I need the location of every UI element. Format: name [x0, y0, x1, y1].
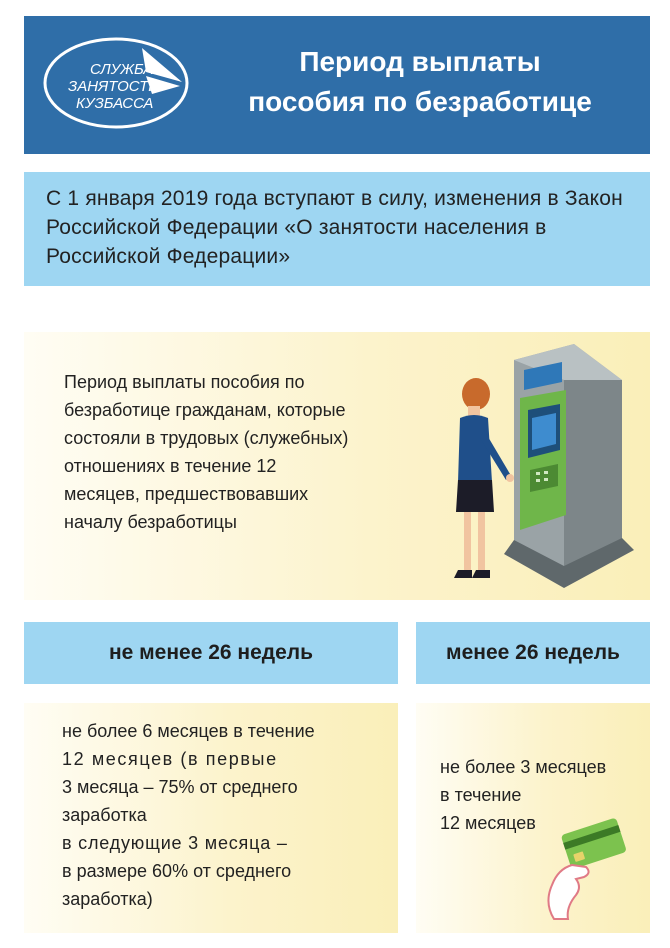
- page-title-line-1: Период выплаты: [299, 46, 541, 77]
- logo-line-3: КУЗБАССА: [76, 95, 154, 112]
- page-title: [192, 42, 648, 122]
- left-term-line-6: в размере 60% от среднего: [62, 861, 292, 881]
- left-term-line-5: в следующие 3 месяца –: [62, 833, 288, 853]
- left-term-block: [24, 703, 398, 933]
- left-term-line-2: 12 месяцев (в первые: [62, 749, 278, 769]
- logo-line-1: СЛУЖБА: [90, 61, 154, 78]
- right-term-line-3: 12 месяцев: [440, 813, 536, 833]
- employment-service-logo: [42, 34, 196, 132]
- label-less-than-26-weeks: менее 26 недель: [416, 622, 650, 684]
- card-in-hand-icon: [536, 807, 636, 921]
- left-term-line-4: заработка: [62, 805, 147, 825]
- right-term-line-1: не более 3 месяцев: [440, 757, 607, 777]
- right-term-line-2: в течение: [440, 785, 522, 805]
- intro-band: [24, 172, 650, 286]
- condition-text: Период выплаты пособия по безработице гражданам, которые состояли в трудовых (служебных) отношениях в течение 12 месяцев, предшествовавших началу безработицы: [64, 372, 349, 532]
- label-at-least-26-weeks: не менее 26 недель: [24, 622, 398, 684]
- left-term-text: [62, 717, 362, 913]
- left-term-line-7: заработка): [62, 889, 153, 909]
- logo-line-2: ЗАНЯТОСТИ: [68, 78, 159, 95]
- page-title-line-2: пособия по безработице: [248, 86, 592, 117]
- left-term-line-1: не более 6 месяцев в течение: [62, 721, 315, 741]
- condition-block: [24, 332, 650, 600]
- header-banner: [24, 16, 650, 154]
- intro-text: С 1 января 2019 года вступают в силу, изменения в Закон Российской Федерации «О занятости населения в Российской Федерации»: [46, 187, 623, 268]
- left-term-line-3: 3 месяца – 75% от среднего: [62, 777, 298, 797]
- right-term-block: [416, 703, 650, 933]
- woman-at-terminal-icon: [454, 376, 524, 590]
